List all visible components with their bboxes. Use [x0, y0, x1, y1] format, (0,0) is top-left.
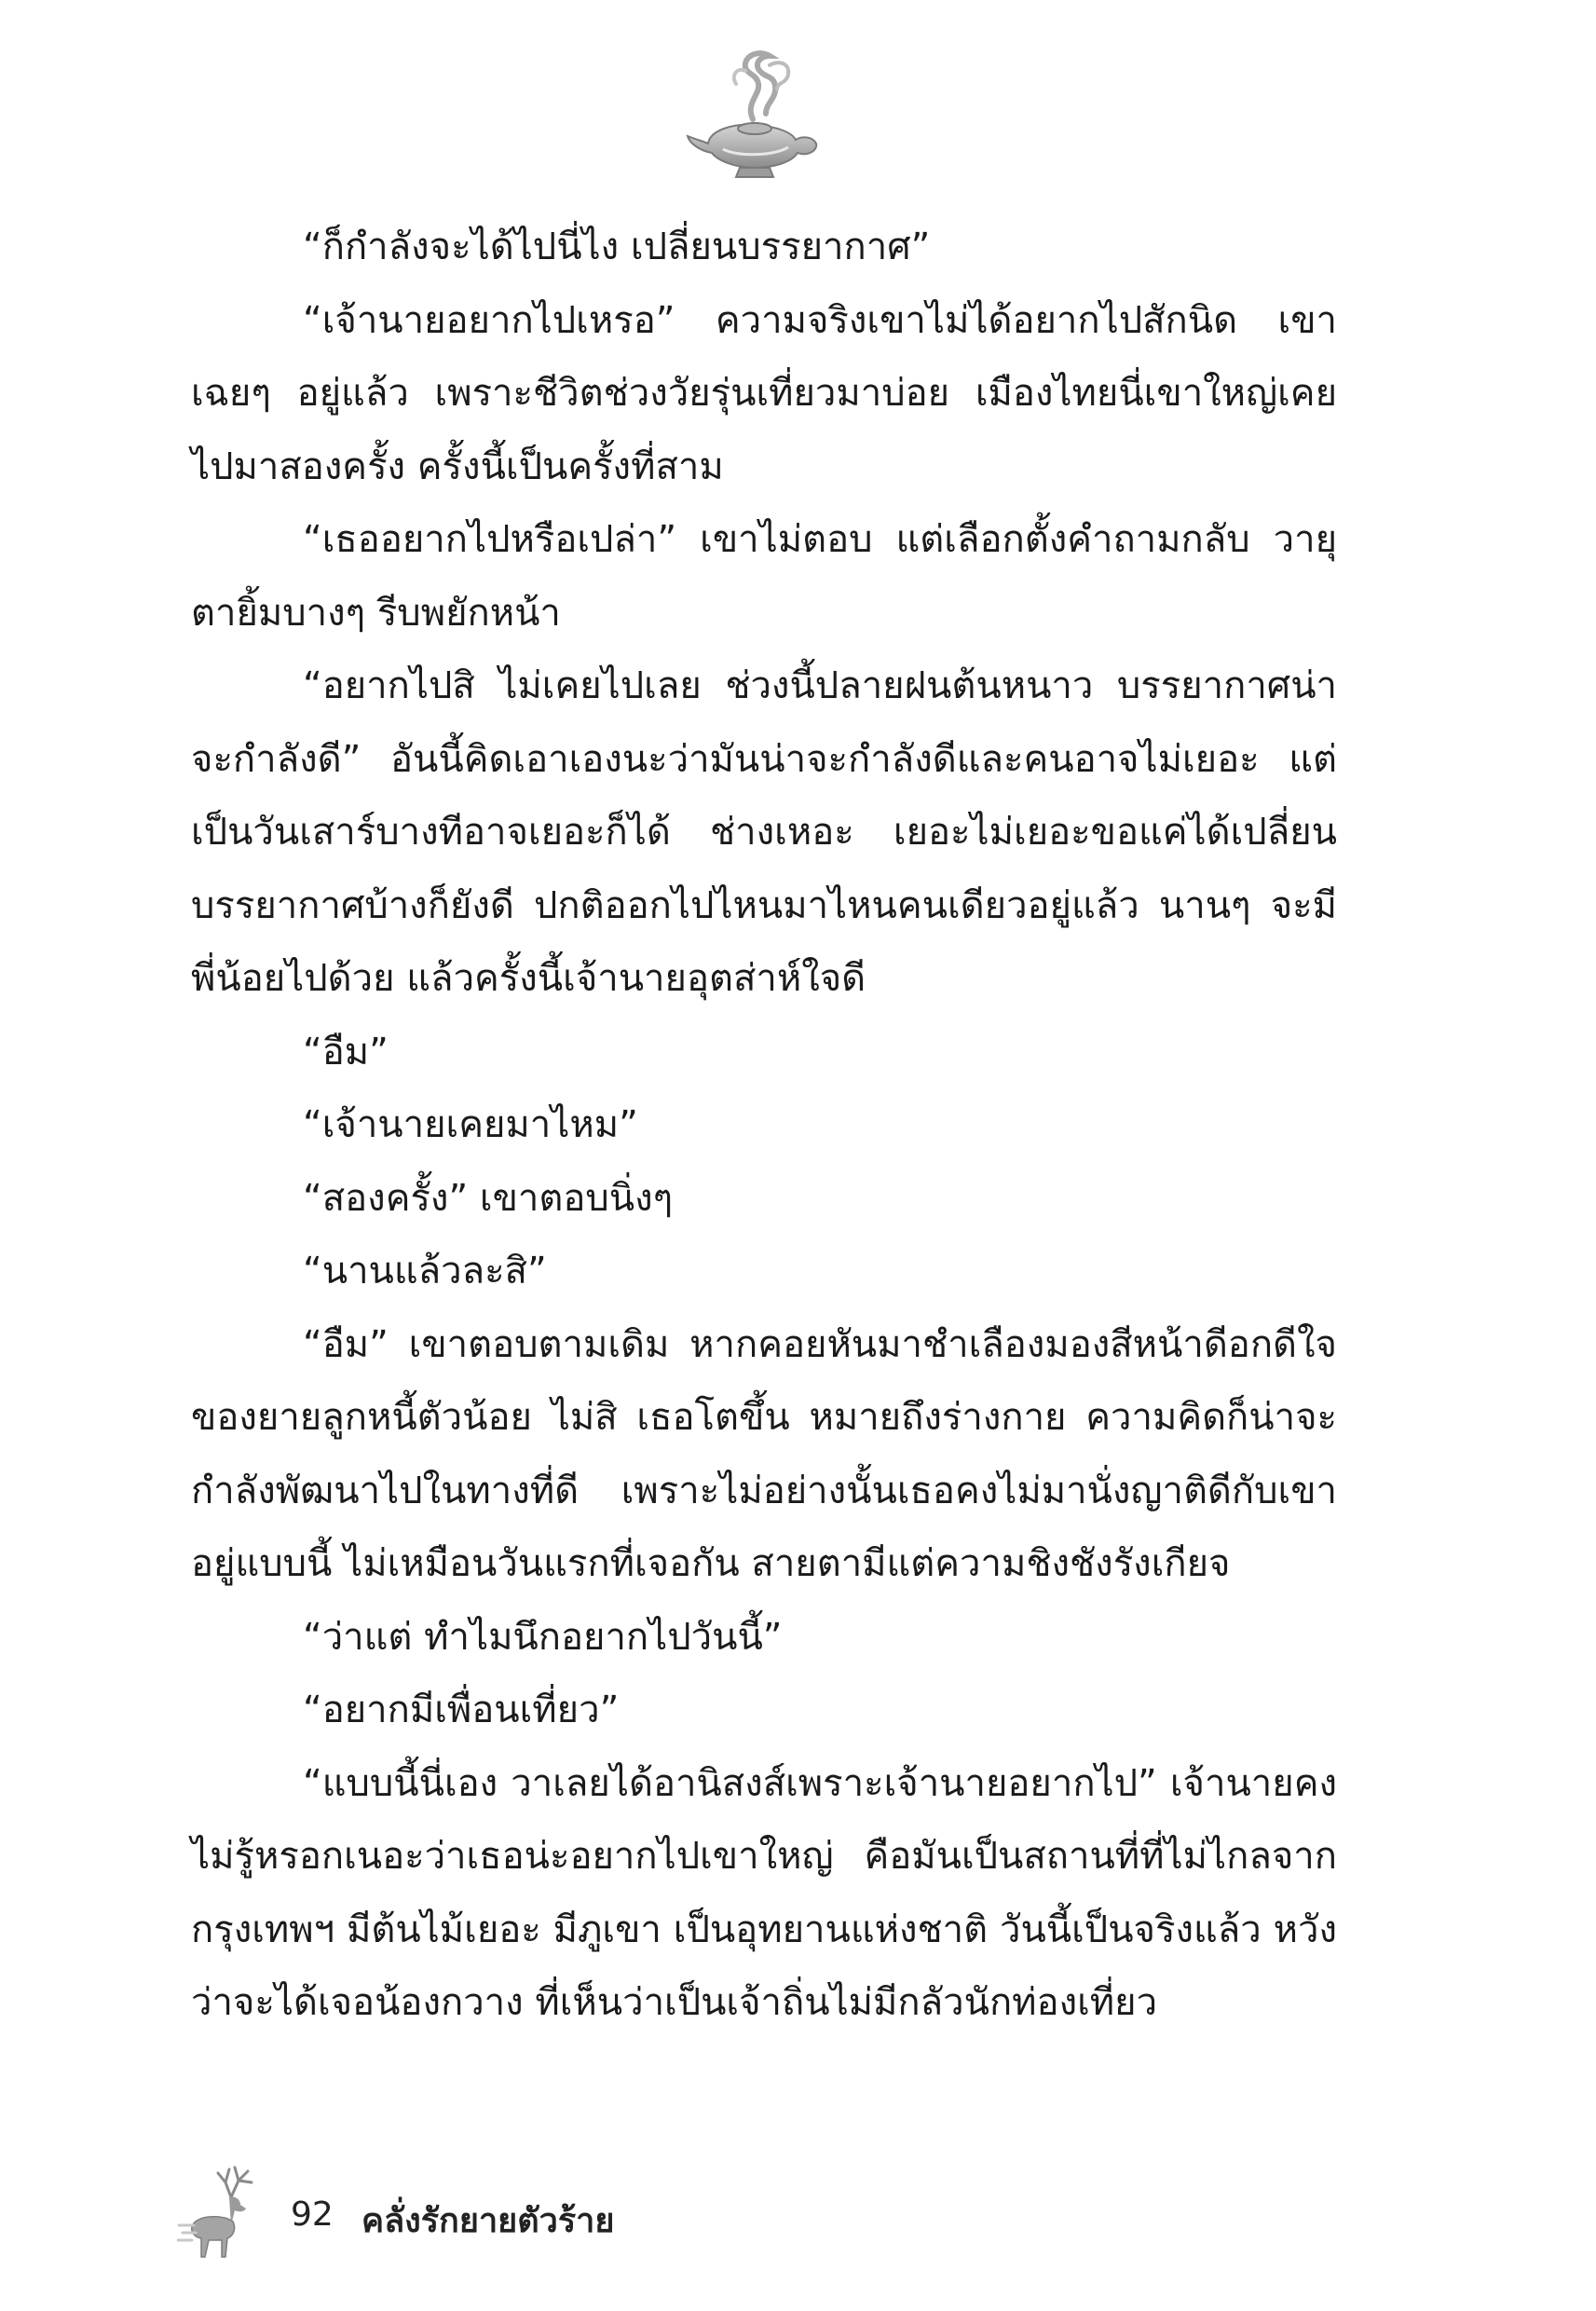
paragraph: “สองครั้ง” เขาตอบนิ่งๆ — [303, 1176, 674, 1220]
genie-lamp-icon — [680, 47, 829, 186]
paragraph: “ก็กำลังจะได้ไปนี่ไง เปลี่ยนบรรยากาศ” — [303, 226, 931, 268]
page-number: 92 — [291, 2195, 334, 2234]
paragraph: “แบบนี้นี่เอง วาเลยได้อานิสงส์เพราะเจ้านายอยากไป” เจ้านายคงไม่รู้หรอกเนอะว่าเธอน่ะอยากไปเขาใหญ่ คือมันเป็นสถานที่ที่ไม่ไกลจากกรุงเทพฯ มีต้นไม้เยอะ มีภูเขา เป็นอุทยานแห่งชาติ วันนี้เป็นจริงแล้ว หวังว่าจะได้เจอน้องกวาง ที่เห็นว่าเป็นเจ้าถิ่นไม่มีกลัวนักท่องเที่ยว — [191, 1761, 1337, 2024]
paragraph: “นานแล้วละสิ” — [303, 1250, 547, 1292]
deer-icon — [177, 2160, 266, 2263]
book-title: คลั่งรักยายตัวร้าย — [361, 2202, 615, 2240]
paragraph: “เจ้านายอยากไปเหรอ” ความจริงเขาไม่ได้อยากไปสักนิด เขาเฉยๆ อยู่แล้ว เพราะชีวิตช่วงวัยรุ่นเที่ยวมาบ่อย เมืองไทยนี่เขาใหญ่เคยไปมาสองครั้ง ครั้งนี้เป็นครั้งที่สาม — [191, 298, 1337, 488]
paragraph: “เจ้านายเคยมาไหม” — [303, 1103, 638, 1146]
paragraph: “เธออยากไปหรือเปล่า” เขาไม่ตอบ แต่เลือกตั้งคำถามกลับ วายุตายิ้มบางๆ รีบพยักหน้า — [191, 518, 1337, 635]
paragraph: “อยากไปสิ ไม่เคยไปเลย ช่วงนี้ปลายฝนต้นหนาว บรรยากาศน่าจะกำลังดี” อันนี้คิดเอาเองนะว่ามันน่าจะกำลังดีและคนอาจไม่เยอะ แต่เป็นวันเสาร์บางทีอาจเยอะก็ได้ ช่างเหอะ เยอะไม่เยอะขอแค่ได้เปลี่ยนบรรยากาศบ้างก็ยังดี ปกติออกไปไหนมาไหนคนเดียวอยู่แล้ว นานๆ จะมีพี่น้อยไปด้วย แล้วครั้งนี้เจ้านายอุตส่าห์ใจดี — [191, 664, 1337, 1000]
paragraph: “อืม” เขาตอบตามเดิม หากคอยหันมาชำเลืองมองสีหน้าดีอกดีใจของยายลูกหนี้ตัวน้อย ไม่สิ เธอโตขึ้น หมายถึงร่างกาย ความคิดก็น่าจะกำลังพัฒนาไปในทางที่ดี เพราะไม่อย่างนั้นเธอคงไม่มานั่งญาติดีกับเขาอยู่แบบนี้ ไม่เหมือนวันแรกที่เจอกัน สายตามีแต่ความชิงชังรังเกียจ — [191, 1322, 1337, 1585]
paragraph: “อืม” — [303, 1030, 389, 1073]
paragraph: “อยากมีเพื่อนเที่ยว” — [303, 1689, 620, 1731]
page-footer — [177, 2160, 829, 2263]
paragraph: “ว่าแต่ ทำไมนึกอยากไปวันนี้” — [303, 1615, 783, 1659]
body-text — [191, 211, 1337, 2040]
